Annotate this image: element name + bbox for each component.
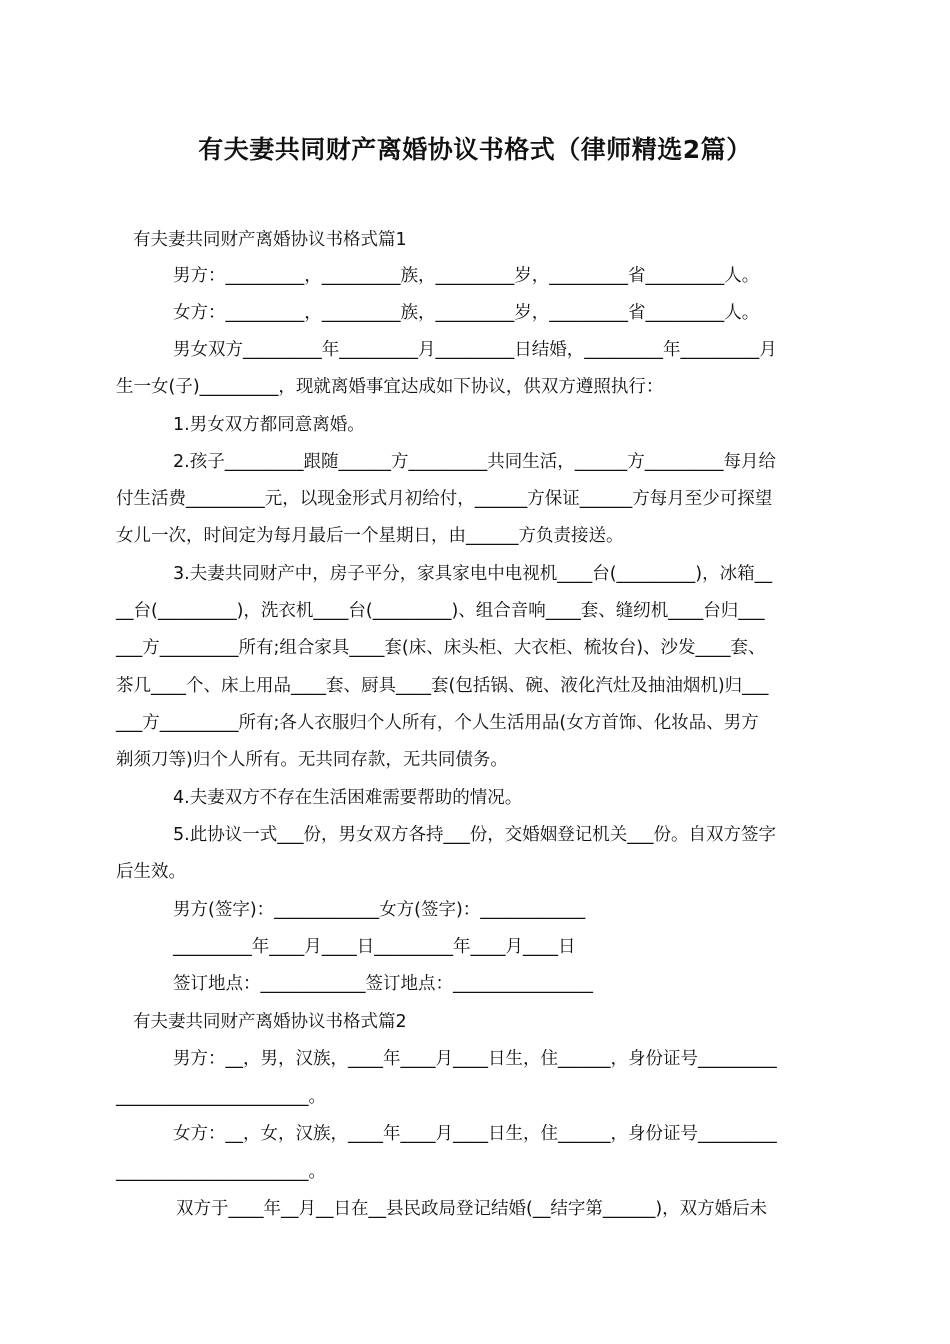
text-line: 3.夫妻共同财产中，房子平分，家具家电中电视机____台(_________)，冰箱__ bbox=[173, 564, 773, 584]
text-line: 4.夫妻双方不存在生活困难需要帮助的情况。 bbox=[173, 788, 523, 808]
text-line: 女方：_________，_________族，_________岁，_________省_________人。 bbox=[173, 303, 760, 323]
text-line: 剃须刀等)归个人所有。无共同存款，无共同债务。 bbox=[116, 750, 508, 770]
text-line: ______________________。 bbox=[116, 1087, 326, 1107]
date-line: _________年____月____日_________年____月____日 bbox=[173, 937, 576, 957]
text-line: 1.男女双方都同意离婚。 bbox=[173, 415, 365, 435]
signature-line: 男方(签字)：____________女方(签字)：____________ bbox=[173, 900, 586, 920]
text-line: 男方：_________，_________族，_________岁，_________省_________人。 bbox=[173, 266, 760, 286]
section-heading-2: 有夫妻共同财产离婚协议书格式篇2 bbox=[133, 1012, 407, 1032]
location-line: 签订地点：____________签订地点：________________ bbox=[173, 974, 593, 994]
text-line: 男女双方_________年_________月_________日结婚，_________年_________月 bbox=[173, 340, 777, 360]
text-line: 女方：__，女，汉族，____年____月____日生，住______，身份证号_________ bbox=[173, 1124, 777, 1144]
text-line: 女儿一次，时间定为每月最后一个星期日，由______方负责接送。 bbox=[116, 526, 624, 546]
text-line: 5.此协议一式___份，男女双方各持___份，交婚姻登记机关___份。自双方签字 bbox=[173, 825, 776, 845]
text-line: ___方_________所有;各人衣服归个人所有，个人生活用品(女方首饰、化妆品、男方 bbox=[116, 713, 759, 733]
text-line: 生一女(子)_________，现就离婚事宜达成如下协议，供双方遵照执行： bbox=[116, 377, 664, 397]
text-line: 茶几____个、床上用品____套、厨具____套(包括锅、碗、液化汽灶及抽油烟机)归___ bbox=[116, 676, 769, 696]
text-line: ___方_________所有;组合家具____套(床、床头柜、大衣柜、梳妆台)、沙发____套、 bbox=[116, 638, 766, 658]
text-line: 后生效。 bbox=[116, 862, 186, 882]
text-line: __台(_________)，洗衣机____台(_________)、组合音响____套、缝纫机____台归___ bbox=[116, 601, 765, 621]
text-line: 双方于____年__月__日在__县民政局登记结婚(__结字第______)，双方婚后未 bbox=[176, 1199, 768, 1219]
text-line: 男方：__，男，汉族，____年____月____日生，住______，身份证号_________ bbox=[173, 1049, 777, 1069]
text-line: 付生活费_________元，以现金形式月初给付，______方保证______方每月至少可探望 bbox=[116, 489, 773, 509]
text-line: ______________________。 bbox=[116, 1162, 326, 1182]
text-line: 2.孩子_________跟随______方_________共同生活，______方_________每月给 bbox=[173, 452, 776, 472]
document-title: 有夫妻共同财产离婚协议书格式（律师精选2篇） bbox=[198, 135, 752, 164]
section-heading-1: 有夫妻共同财产离婚协议书格式篇1 bbox=[133, 230, 407, 250]
